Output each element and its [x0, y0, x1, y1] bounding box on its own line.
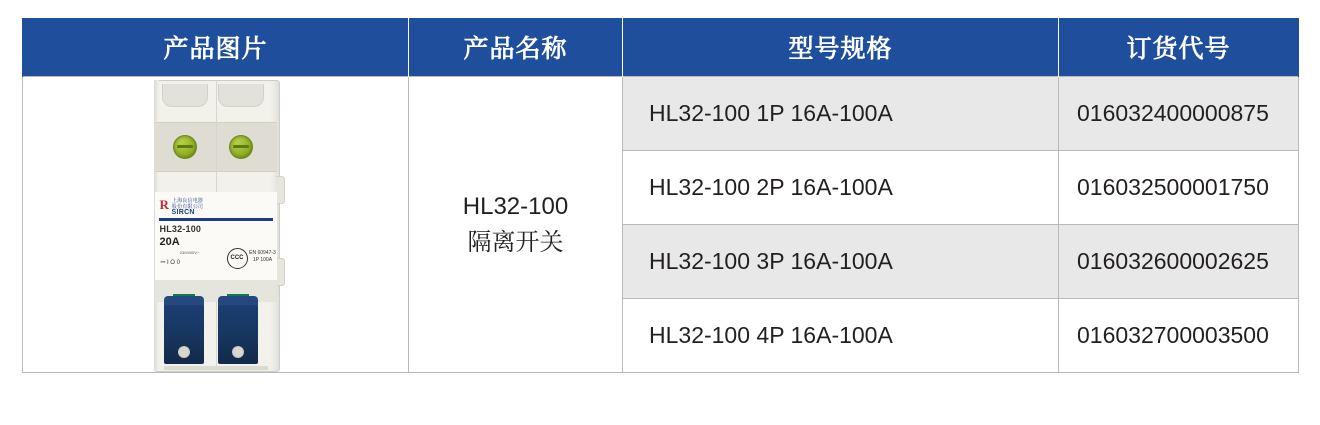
label-switch-symbols: ⎓ I O 0: [160, 259, 180, 266]
label-blue-bar: [159, 218, 273, 221]
product-name-cell: [409, 77, 623, 373]
column-header-model-spec: 型号规格: [623, 18, 1059, 77]
label-fine-print: 230/400V~: [179, 249, 200, 255]
product-name-line2: 隔离开关: [467, 228, 564, 256]
label-current-rating: 20A: [159, 235, 180, 248]
product-name-line1: HL32-100: [462, 192, 569, 220]
breaker-bottom-hole: [178, 346, 190, 358]
model-spec-cell: HL32-100 2P 16A-100A: [623, 151, 1059, 225]
table-header-row: [23, 18, 1299, 77]
table-row: [23, 77, 1299, 151]
terminal-screw-icon: [173, 135, 197, 159]
order-code-cell: 016032500001750: [1059, 151, 1299, 225]
table-body: [23, 77, 1299, 373]
model-spec-cell: HL32-100 4P 16A-100A: [623, 299, 1059, 373]
column-header-product-name: 产品名称: [409, 18, 623, 77]
order-code-cell: 016032400000875: [1059, 77, 1299, 151]
order-code-cell: 016032600002625: [1059, 225, 1299, 299]
brand-chinese-line2: 股份有限公司: [171, 204, 204, 210]
product-spec-table: [22, 18, 1299, 373]
column-header-order-code: 订货代号: [1059, 18, 1299, 77]
brand-r-icon: R: [159, 196, 169, 212]
breaker-top-cap-right: [218, 84, 264, 107]
model-spec-cell: HL32-100 1P 16A-100A: [623, 77, 1059, 151]
label-model-text: HL32-100: [159, 223, 202, 234]
label-standard-text: EN 60947-3 1P 100A: [249, 249, 276, 263]
breaker-base-slot: [164, 366, 268, 370]
table-header: [23, 18, 1299, 77]
order-code-cell: 016032700003500: [1059, 299, 1299, 373]
brand-latin-name: SIRCN: [171, 208, 195, 216]
breaker-side-notch: [276, 176, 285, 204]
model-spec-cell: HL32-100 3P 16A-100A: [623, 225, 1059, 299]
column-header-product-image: 产品图片: [23, 18, 409, 77]
brand-chinese-line1: 上海良信电器: [171, 197, 204, 204]
breaker-top-cap-left: [162, 84, 208, 107]
terminal-screw-icon: [229, 135, 253, 159]
miniature-circuit-breaker-photo: [126, 80, 306, 370]
ccc-certification-icon: CCC: [227, 248, 248, 269]
breaker-bottom-hole: [232, 346, 244, 358]
breaker-side-notch: [276, 258, 285, 286]
product-spec-sheet: [0, 18, 1320, 425]
product-image-cell: [23, 77, 409, 373]
